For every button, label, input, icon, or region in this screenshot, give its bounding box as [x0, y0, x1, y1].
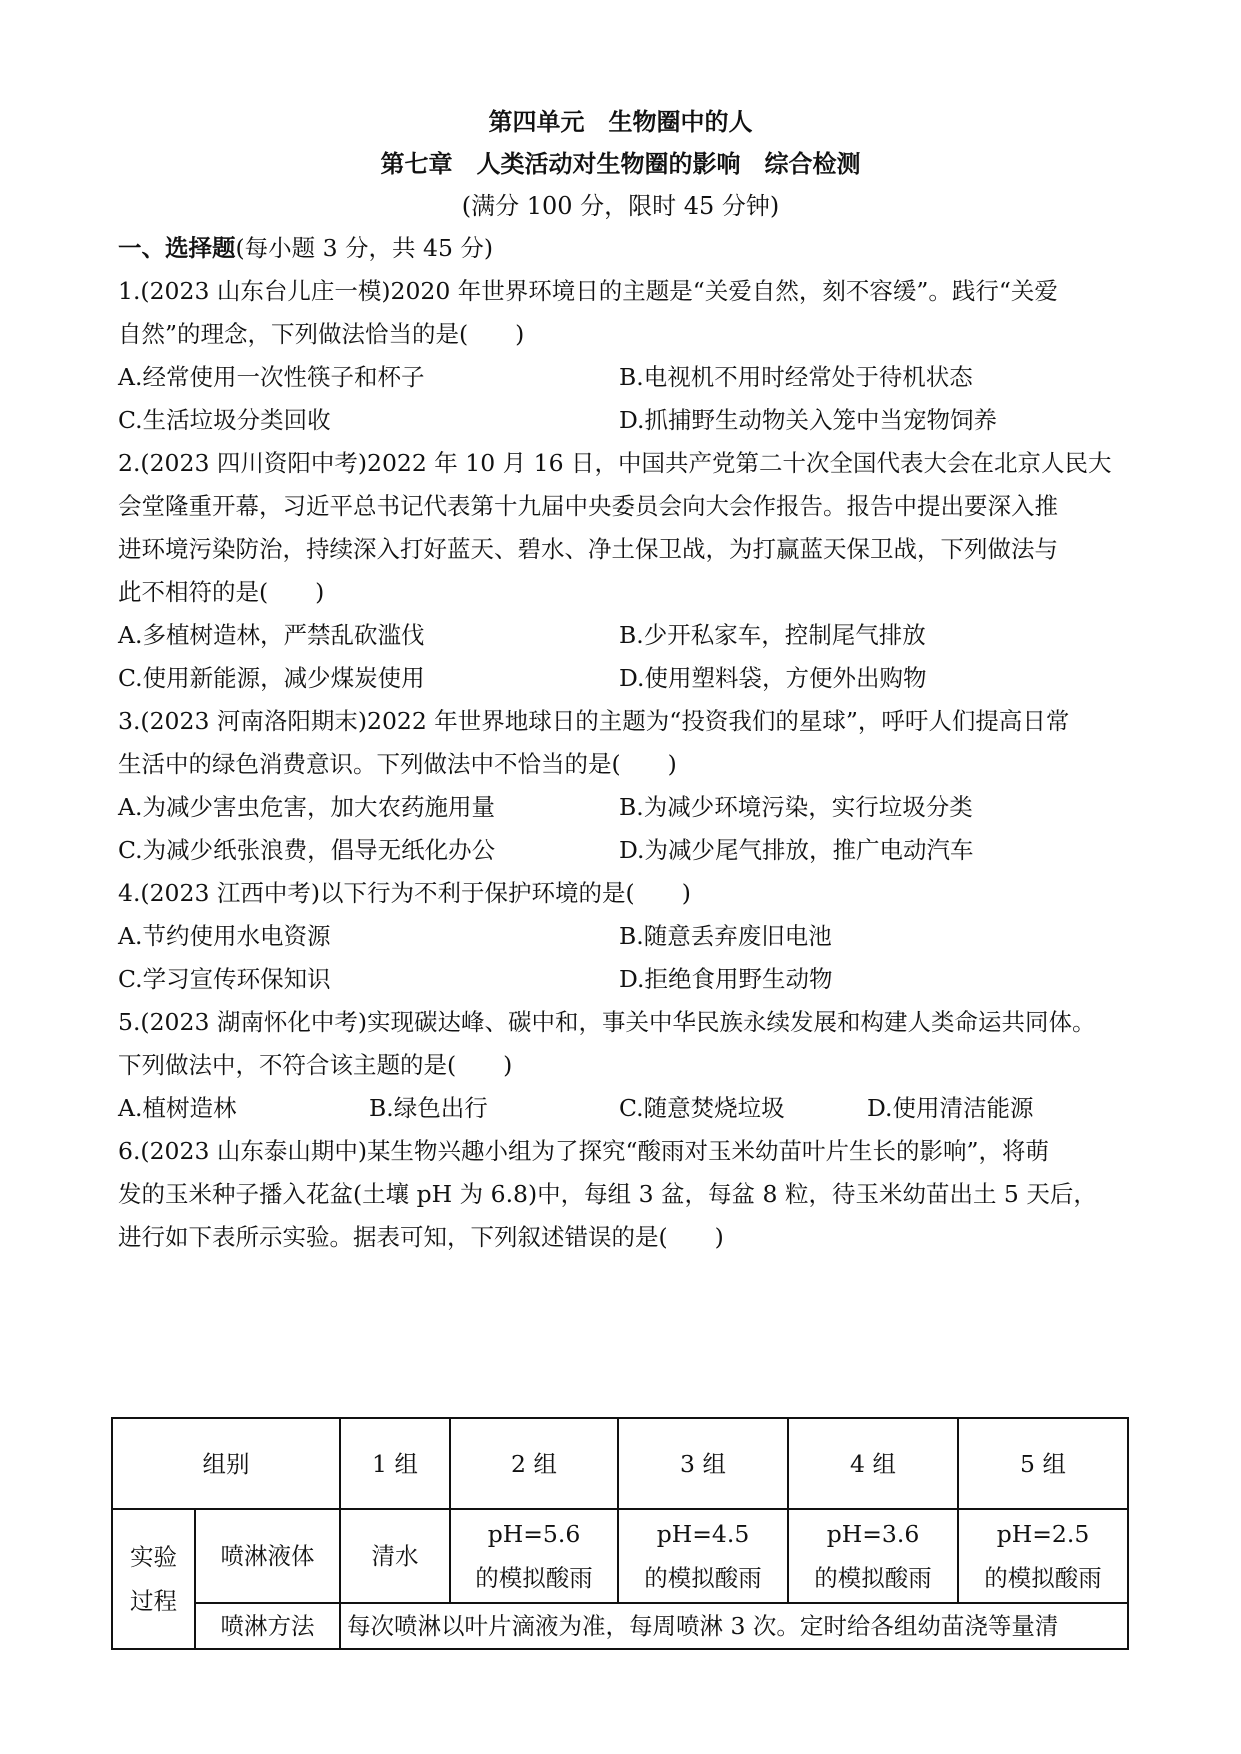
table-group-2: 2 组 [450, 1418, 618, 1509]
table-cell-suffix: 的模拟酸雨 [644, 1564, 762, 1592]
q1-line1: 1.(2023 山东台儿庄一模)2020 年世界环境日的主题是“关爱自然，刻不容缓”。践行“关爱 [118, 277, 1058, 305]
table-group-3: 3 组 [618, 1418, 788, 1509]
table-row2-text: 每次喷淋以叶片滴液为准，每周喷淋 3 次。定时给各组幼苗浇等量清 [340, 1603, 1128, 1649]
q3-option-a: A.为减少害虫危害，加大农药施用量 [118, 793, 495, 821]
q2-line2: 会堂隆重开幕，习近平总书记代表第十九届中央委员会向大会作报告。报告中提出要深入推 [118, 492, 1058, 520]
q1-option-b: B.电视机不用时经常处于待机状态 [619, 363, 973, 391]
q4-option-c: C.学习宣传环保知识 [118, 965, 331, 993]
q1-option-d: D.抓捕野生动物关入笼中当宠物饲养 [619, 406, 997, 434]
q2-line3: 进环境污染防治，持续深入打好蓝天、碧水、净土保卫战，为打赢蓝天保卫战，下列做法与 [118, 535, 1058, 563]
q2-option-a: A.多植树造林，严禁乱砍滥伐 [118, 621, 425, 649]
q2-line1: 2.(2023 四川资阳中考)2022 年 10 月 16 日，中国共产党第二十次全国代表大会在北京人民大 [118, 449, 1112, 477]
table-row1-group3 [618, 1509, 788, 1603]
table-row [112, 1603, 1128, 1649]
q5-option-a: A.植树造林 [118, 1094, 237, 1122]
table-cell-suffix: 的模拟酸雨 [475, 1564, 593, 1592]
q4-line1: 4.(2023 江西中考)以下行为不利于保护环境的是( ) [118, 879, 691, 907]
q2-option-b: B.少开私家车，控制尾气排放 [619, 621, 926, 649]
q4-option-a: A.节约使用水电资源 [118, 922, 331, 950]
q3-line2: 生活中的绿色消费意识。下列做法中不恰当的是( ) [118, 750, 677, 778]
experiment-table [111, 1417, 1129, 1650]
table-group-1: 1 组 [340, 1418, 450, 1509]
table-cell-ph: pH=3.6 [826, 1520, 920, 1548]
table-row1-group5 [958, 1509, 1128, 1603]
table-row1-group2 [450, 1509, 618, 1603]
chapter-title: 第七章 人类活动对生物圈的影响 综合检测 [380, 149, 861, 178]
q6-line1: 6.(2023 山东泰山期中)某生物兴趣小组为了探究“酸雨对玉米幼苗叶片生长的影响”，将萌 [118, 1137, 1050, 1165]
q5-option-c: C.随意焚烧垃圾 [619, 1094, 785, 1122]
q3-option-d: D.为减少尾气排放，推广电动汽车 [619, 836, 974, 864]
table-cell-ph: pH=5.6 [487, 1520, 581, 1548]
table-group-4: 4 组 [788, 1418, 958, 1509]
unit-title: 第四单元 生物圈中的人 [488, 107, 753, 136]
table-cell-suffix: 的模拟酸雨 [984, 1564, 1102, 1592]
q2-option-d: D.使用塑料袋，方便外出购物 [619, 664, 927, 692]
q5-line2: 下列做法中，不符合该主题的是( ) [118, 1051, 513, 1079]
section-heading [118, 232, 493, 264]
q5-option-b: B.绿色出行 [369, 1094, 488, 1122]
table-process-label [112, 1509, 195, 1649]
table-row1-group4 [788, 1509, 958, 1603]
table-process-label-1: 实验 [130, 1543, 177, 1571]
q4-option-b: B.随意丢弃废旧电池 [619, 922, 832, 950]
q3-option-b: B.为减少环境污染，实行垃圾分类 [619, 793, 973, 821]
q2-option-c: C.使用新能源，减少煤炭使用 [118, 664, 425, 692]
table-cell-ph: pH=4.5 [656, 1520, 750, 1548]
section-heading-rest: (每小题 3 分，共 45 分) [235, 234, 494, 262]
table-header-row [112, 1418, 1128, 1509]
table-cell-suffix: 的模拟酸雨 [814, 1564, 932, 1592]
table-row2-label: 喷淋方法 [195, 1603, 340, 1649]
q3-line1: 3.(2023 河南洛阳期末)2022 年世界地球日的主题为“投资我们的星球”，呼吁人们提高日常 [118, 707, 1070, 735]
table-row [112, 1509, 1128, 1603]
table-row1-label: 喷淋液体 [195, 1509, 340, 1603]
q4-option-d: D.拒绝食用野生动物 [619, 965, 833, 993]
table-process-label-2: 过程 [130, 1587, 177, 1615]
q5-option-d: D.使用清洁能源 [867, 1094, 1034, 1122]
q5-line1: 5.(2023 湖南怀化中考)实现碳达峰、碳中和，事关中华民族永续发展和构建人类命运共同体。 [118, 1008, 1096, 1036]
table-row1-group1: 清水 [340, 1509, 450, 1603]
q6-line2: 发的玉米种子播入花盆(土壤 pH 为 6.8)中，每组 3 盆，每盆 8 粒，待玉米幼苗出土 5 天后， [118, 1180, 1097, 1208]
q1-line2: 自然”的理念，下列做法恰当的是( ) [118, 320, 525, 348]
q3-option-c: C.为减少纸张浪费，倡导无纸化办公 [118, 836, 496, 864]
table-group-5: 5 组 [958, 1418, 1128, 1509]
q6-line3: 进行如下表所示实验。据表可知，下列叙述错误的是( ) [118, 1223, 724, 1251]
table-cell-ph: pH=2.5 [996, 1520, 1090, 1548]
q2-line4: 此不相符的是( ) [118, 578, 325, 606]
table-header-label: 组别 [112, 1418, 340, 1509]
section-heading-bold: 一、选择题 [118, 234, 236, 262]
q1-option-c: C.生活垃圾分类回收 [118, 406, 331, 434]
q1-option-a: A.经常使用一次性筷子和杯子 [118, 363, 425, 391]
exam-info: (满分 100 分，限时 45 分钟) [461, 192, 780, 220]
